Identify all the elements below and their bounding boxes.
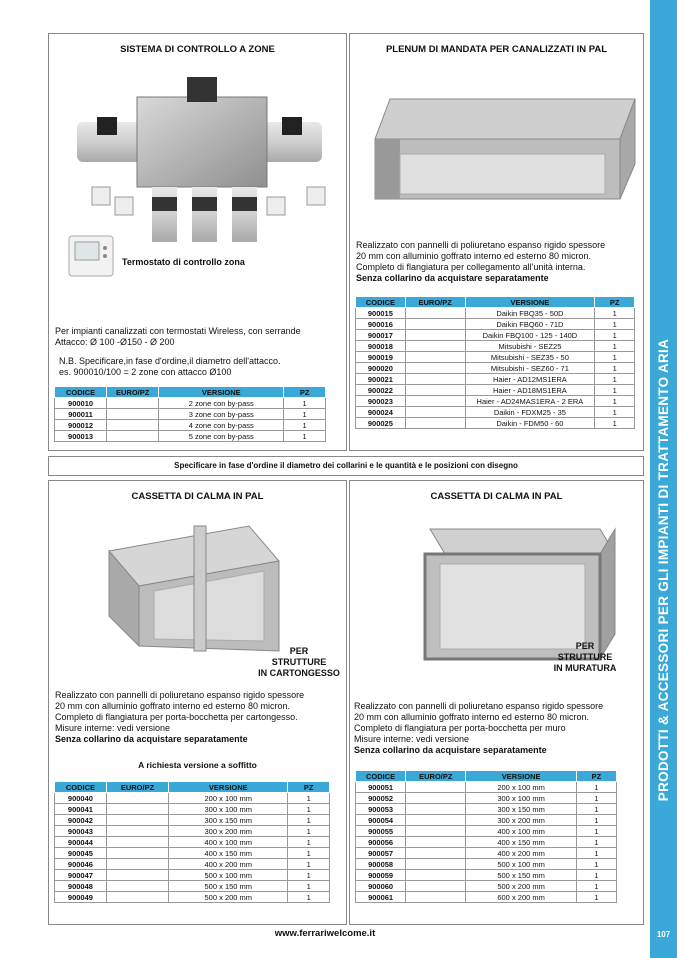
pz-cell: 1: [288, 815, 330, 826]
versione-cell: 2 zone con by-pass: [159, 398, 284, 409]
pz-cell: 1: [288, 848, 330, 859]
versione-cell: Haier - AD12MS1ERA: [465, 374, 595, 385]
plenum-title: PLENUM DI MANDATA PER CANALIZZATI IN PAL: [385, 44, 608, 55]
col-pz: PZ: [576, 771, 616, 782]
codice-cell: 900044: [55, 837, 107, 848]
pz-cell: 1: [595, 385, 635, 396]
price-cell: [405, 363, 465, 374]
price-cell: [405, 341, 465, 352]
table-row: [55, 420, 326, 431]
thermostat-image: [67, 234, 117, 279]
codice-cell: 900049: [55, 892, 107, 903]
price-cell: [107, 409, 159, 420]
pz-cell: 1: [595, 418, 635, 429]
price-cell: [405, 308, 465, 319]
zone-table: [54, 386, 326, 442]
versione-cell: 300 x 150 mm: [466, 804, 576, 815]
codice-cell: 900048: [55, 881, 107, 892]
pz-cell: 1: [576, 881, 616, 892]
table-row: [356, 363, 635, 374]
price-cell: [406, 804, 466, 815]
table-row: [356, 848, 617, 859]
cassetta1-line-5: Senza collarino da acquistare separatamente: [55, 734, 248, 744]
col-euro: EURO/PZ: [106, 782, 168, 793]
col-codice: CODICE: [55, 387, 107, 398]
pz-cell: 1: [576, 804, 616, 815]
table-row: [55, 859, 330, 870]
versione-cell: Daikin FBQ35 - 50D: [465, 308, 595, 319]
codice-cell: 900061: [356, 892, 406, 903]
cassetta2-table: [355, 770, 617, 903]
codice-cell: 900045: [55, 848, 107, 859]
versione-cell: Daikin FBQ100 - 125 - 140D: [465, 330, 595, 341]
versione-cell: 500 x 200 mm: [466, 881, 576, 892]
price-cell: [406, 793, 466, 804]
pz-cell: 1: [576, 826, 616, 837]
price-cell: [405, 407, 465, 418]
price-cell: [107, 398, 159, 409]
cassetta2-line-5: Senza collarino da acquistare separatamente: [354, 745, 547, 755]
versione-cell: 400 x 150 mm: [169, 848, 288, 859]
versione-cell: Haier - AD18MS1ERA: [465, 385, 595, 396]
versione-cell: 600 x 200 mm: [466, 892, 576, 903]
cassetta2-title: CASSETTA DI CALMA IN PAL: [430, 491, 563, 502]
pz-cell: 1: [595, 308, 635, 319]
price-cell: [406, 881, 466, 892]
versione-cell: Haier - AD24MAS1ERA - 2 ERA: [465, 396, 595, 407]
col-euro: EURO/PZ: [405, 297, 465, 308]
pz-cell: 1: [576, 815, 616, 826]
table-row: [55, 826, 330, 837]
sidebar-title: PRODOTTI & ACCESSORI PER GLI IMPIANTI DI TRATTAMENTO ARIA: [656, 338, 671, 802]
price-cell: [106, 804, 168, 815]
pz-cell: 1: [595, 352, 635, 363]
price-cell: [106, 870, 168, 881]
table-row: [55, 892, 330, 903]
zone-section: [48, 33, 347, 451]
versione-cell: 300 x 100 mm: [466, 793, 576, 804]
table-row: [356, 319, 635, 330]
codice-cell: 900055: [356, 826, 406, 837]
pz-cell: 1: [288, 793, 330, 804]
codice-cell: 900011: [55, 409, 107, 420]
table-row: [356, 418, 635, 429]
pz-cell: 1: [284, 398, 326, 409]
col-pz: PZ: [595, 297, 635, 308]
versione-cell: 500 x 100 mm: [169, 870, 288, 881]
codice-cell: 900041: [55, 804, 107, 815]
codice-cell: 900040: [55, 793, 107, 804]
cassetta1-title: CASSETTA DI CALMA IN PAL: [131, 491, 264, 502]
zone-desc-2: Attacco: Ø 100 -Ø150 - Ø 200: [55, 337, 175, 347]
versione-cell: 5 zone con by-pass: [159, 431, 284, 442]
table-row: [356, 308, 635, 319]
cassetta2-label-1: PER: [575, 641, 595, 651]
cassetta1-line-4: Misure interne: vedi versione: [55, 723, 171, 733]
table-row: [55, 409, 326, 420]
page-number: 107: [656, 930, 671, 939]
codice-cell: 900010: [55, 398, 107, 409]
plenum-table: [355, 296, 635, 429]
pz-cell: 1: [288, 826, 330, 837]
cassetta1-table: [54, 781, 330, 903]
price-cell: [406, 826, 466, 837]
table-row: [356, 804, 617, 815]
plenum-line-3: Completo di flangiatura per collegamento all'unità interna.: [356, 262, 586, 272]
versione-cell: Daikin - FDXM25 - 35: [465, 407, 595, 418]
codice-cell: 900012: [55, 420, 107, 431]
zone-desc-1: Per impianti canalizzati con termostati Wireless, con serrande: [55, 326, 301, 336]
col-codice: CODICE: [356, 771, 406, 782]
cassetta1-label-3: IN CARTONGESSO: [258, 668, 340, 678]
pz-cell: 1: [595, 341, 635, 352]
table-row: [55, 870, 330, 881]
plenum-line-1: Realizzato con pannelli di poliuretano espanso rigido spessore: [356, 240, 606, 250]
versione-cell: Mitsubishi - SEZ60 - 71: [465, 363, 595, 374]
versione-cell: 500 x 200 mm: [169, 892, 288, 903]
col-codice: CODICE: [55, 782, 107, 793]
pz-cell: 1: [288, 804, 330, 815]
plenum-line-4: Senza collarino da acquistare separatamente: [356, 273, 549, 283]
price-cell: [406, 870, 466, 881]
table-row: [356, 826, 617, 837]
cassetta2-label-3: IN MURATURA: [553, 663, 617, 673]
codice-cell: 900017: [356, 330, 406, 341]
table-row: [356, 352, 635, 363]
codice-cell: 900021: [356, 374, 406, 385]
price-cell: [405, 385, 465, 396]
pz-cell: 1: [288, 881, 330, 892]
table-row: [55, 848, 330, 859]
col-codice: CODICE: [356, 297, 406, 308]
pz-cell: 1: [576, 892, 616, 903]
pz-cell: 1: [288, 870, 330, 881]
price-cell: [406, 837, 466, 848]
pz-cell: 1: [284, 420, 326, 431]
table-row: [356, 341, 635, 352]
codice-cell: 900018: [356, 341, 406, 352]
codice-cell: 900058: [356, 859, 406, 870]
table-row: [356, 837, 617, 848]
zone-system-image: [67, 62, 332, 252]
versione-cell: 400 x 200 mm: [169, 859, 288, 870]
pz-cell: 1: [595, 396, 635, 407]
price-cell: [406, 848, 466, 859]
codice-cell: 900024: [356, 407, 406, 418]
price-cell: [106, 837, 168, 848]
codice-cell: 900019: [356, 352, 406, 363]
plenum-image: [360, 89, 640, 239]
versione-cell: 400 x 200 mm: [466, 848, 576, 859]
price-cell: [405, 396, 465, 407]
table-row: [356, 385, 635, 396]
codice-cell: 900047: [55, 870, 107, 881]
footer-url: www.ferrariwelcome.it: [274, 928, 376, 939]
pz-cell: 1: [576, 859, 616, 870]
pz-cell: 1: [576, 782, 616, 793]
col-versione: VERSIONE: [159, 387, 284, 398]
codice-cell: 900016: [356, 319, 406, 330]
price-cell: [406, 859, 466, 870]
zone-title: SISTEMA DI CONTROLLO A ZONE: [120, 44, 275, 55]
table-row: [356, 330, 635, 341]
codice-cell: 900051: [356, 782, 406, 793]
codice-cell: 900053: [356, 804, 406, 815]
pz-cell: 1: [288, 837, 330, 848]
versione-cell: 500 x 150 mm: [466, 870, 576, 881]
col-euro: EURO/PZ: [107, 387, 159, 398]
price-cell: [405, 319, 465, 330]
codice-cell: 900059: [356, 870, 406, 881]
table-row: [356, 407, 635, 418]
plenum-section: [349, 33, 644, 451]
table-row: [55, 431, 326, 442]
versione-cell: 300 x 200 mm: [169, 826, 288, 837]
price-cell: [405, 330, 465, 341]
col-pz: PZ: [284, 387, 326, 398]
pz-cell: 1: [576, 837, 616, 848]
price-cell: [107, 420, 159, 431]
price-cell: [406, 892, 466, 903]
codice-cell: 900023: [356, 396, 406, 407]
col-euro: EURO/PZ: [406, 771, 466, 782]
codice-cell: 900020: [356, 363, 406, 374]
versione-cell: Mitsubishi - SEZ25: [465, 341, 595, 352]
codice-cell: 900015: [356, 308, 406, 319]
pz-cell: 1: [595, 330, 635, 341]
versione-cell: 300 x 100 mm: [169, 804, 288, 815]
codice-cell: 900054: [356, 815, 406, 826]
cassetta1-line-2: 20 mm con alluminio goffrato interno ed esterno 80 micron.: [55, 701, 290, 711]
table-row: [356, 892, 617, 903]
versione-cell: 400 x 100 mm: [169, 837, 288, 848]
codice-cell: 900056: [356, 837, 406, 848]
price-cell: [106, 793, 168, 804]
cassetta2-line-3: Completo di flangiatura per porta-bocchetta per muro: [354, 723, 566, 733]
price-cell: [106, 848, 168, 859]
pz-cell: 1: [595, 407, 635, 418]
versione-cell: 3 zone con by-pass: [159, 409, 284, 420]
price-cell: [106, 815, 168, 826]
versione-cell: 500 x 150 mm: [169, 881, 288, 892]
pz-cell: 1: [576, 793, 616, 804]
versione-cell: 300 x 200 mm: [466, 815, 576, 826]
middle-note: Specificare in fase d'ordine il diametro dei collarini e le quantità e le posizioni con disegno: [48, 456, 644, 476]
table-row: [356, 782, 617, 793]
codice-cell: 900042: [55, 815, 107, 826]
pz-cell: 1: [595, 363, 635, 374]
price-cell: [106, 892, 168, 903]
col-versione: VERSIONE: [169, 782, 288, 793]
table-row: [356, 793, 617, 804]
codice-cell: 900043: [55, 826, 107, 837]
codice-cell: 900025: [356, 418, 406, 429]
cassetta-muratura-section: [349, 480, 644, 925]
cassetta1-line-3: Completo di flangiatura per porta-bocchetta per cartongesso.: [55, 712, 298, 722]
pz-cell: 1: [576, 848, 616, 859]
table-row: [55, 881, 330, 892]
price-cell: [406, 815, 466, 826]
table-row: [356, 374, 635, 385]
pz-cell: 1: [288, 892, 330, 903]
cassetta1-line-1: Realizzato con pannelli di poliuretano espanso rigido spessore: [55, 690, 305, 700]
price-cell: [405, 374, 465, 385]
price-cell: [106, 881, 168, 892]
versione-cell: 400 x 100 mm: [466, 826, 576, 837]
pz-cell: 1: [576, 870, 616, 881]
cassetta1-subtitle: A richiesta versione a soffitto: [138, 760, 257, 770]
table-row: [356, 870, 617, 881]
pz-cell: 1: [288, 859, 330, 870]
codice-cell: 900060: [356, 881, 406, 892]
zone-nb-2: es. 900010/100 = 2 zone con attacco Ø100: [59, 367, 232, 377]
versione-cell: 200 x 100 mm: [466, 782, 576, 793]
price-cell: [405, 418, 465, 429]
table-row: [356, 859, 617, 870]
versione-cell: 500 x 100 mm: [466, 859, 576, 870]
pz-cell: 1: [595, 374, 635, 385]
pz-cell: 1: [284, 409, 326, 420]
versione-cell: Mitsubishi - SEZ35 - 50: [465, 352, 595, 363]
table-row: [356, 815, 617, 826]
cassetta-cartongesso-section: [48, 480, 347, 925]
cassetta2-line-2: 20 mm con alluminio goffrato interno ed esterno 80 micron.: [354, 712, 589, 722]
table-row: [55, 804, 330, 815]
cassetta1-label-1: PER: [289, 646, 309, 656]
col-versione: VERSIONE: [465, 297, 595, 308]
price-cell: [106, 826, 168, 837]
thermostat-label: Termostato di controllo zona: [122, 257, 245, 267]
codice-cell: 900057: [356, 848, 406, 859]
table-row: [55, 837, 330, 848]
codice-cell: 900022: [356, 385, 406, 396]
zone-nb-1: N.B. Specificare,in fase d'ordine,il diametro dell'attacco.: [59, 356, 281, 366]
versione-cell: 400 x 150 mm: [466, 837, 576, 848]
versione-cell: Daikin - FDM50 - 60: [465, 418, 595, 429]
cassetta2-line-4: Misure interne: vedi versione: [354, 734, 470, 744]
table-row: [55, 398, 326, 409]
plenum-line-2: 20 mm con alluminio goffrato interno ed esterno 80 micron.: [356, 251, 591, 261]
price-cell: [405, 352, 465, 363]
cassetta2-line-1: Realizzato con pannelli di poliuretano espanso rigido spessore: [354, 701, 604, 711]
table-row: [55, 793, 330, 804]
cassetta1-label-2: STRUTTURE: [271, 657, 327, 667]
price-cell: [106, 859, 168, 870]
codice-cell: 900046: [55, 859, 107, 870]
cassetta2-label-2: STRUTTURE: [557, 652, 613, 662]
col-pz: PZ: [288, 782, 330, 793]
cassetta1-image: [99, 521, 289, 661]
table-row: [356, 396, 635, 407]
versione-cell: 300 x 150 mm: [169, 815, 288, 826]
pz-cell: 1: [595, 319, 635, 330]
versione-cell: Daikin FBQ60 - 71D: [465, 319, 595, 330]
versione-cell: 4 zone con by-pass: [159, 420, 284, 431]
codice-cell: 900052: [356, 793, 406, 804]
price-cell: [107, 431, 159, 442]
price-cell: [406, 782, 466, 793]
codice-cell: 900013: [55, 431, 107, 442]
pz-cell: 1: [284, 431, 326, 442]
col-versione: VERSIONE: [466, 771, 576, 782]
versione-cell: 200 x 100 mm: [169, 793, 288, 804]
table-row: [356, 881, 617, 892]
table-row: [55, 815, 330, 826]
